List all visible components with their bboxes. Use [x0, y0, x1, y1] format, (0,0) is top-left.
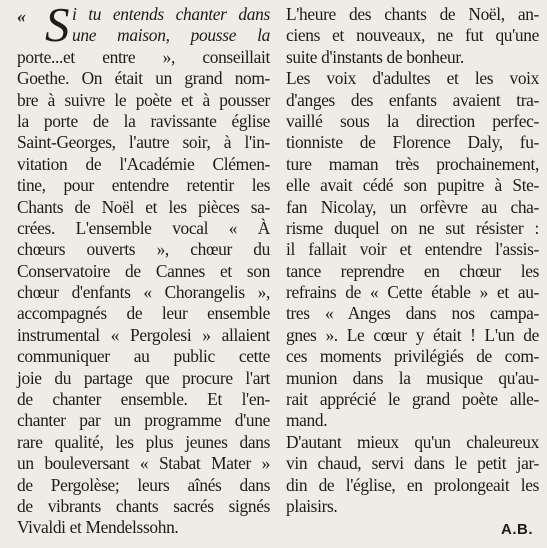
article-lead [17, 0, 270, 52]
text-line: vaillé sous la direction perfec- [286, 110, 539, 131]
text-line: chanter par un programme d'une [17, 410, 270, 431]
lead-line: i tu entends chanter dans [72, 4, 270, 24]
text-line: vin chaud, servi dans le petit jar- [286, 453, 539, 474]
text-line: Saint-Georges, l'autre soir, à l'in- [17, 132, 270, 153]
text-line: la porte de la ravissante église [17, 110, 270, 131]
text-line: chœurs ouverts », chœur du [17, 239, 270, 260]
text-line: il fallait voir et entendre l'assis- [286, 239, 539, 260]
opening-quote-mark: « [17, 6, 26, 26]
text-line: porte...et entre », conseillait [17, 46, 270, 67]
text-line: Vivaldi et Mendelssohn. [17, 517, 179, 538]
text-line: refrains de « Cette étable » et au- [286, 282, 539, 303]
text-line: Chants de Noël et les pièces sa- [17, 196, 270, 217]
text-line: vitation de l'Académie Clémen- [17, 153, 270, 174]
text-line: de Pergolèse; leurs aînés dans [17, 474, 270, 495]
lead-line: une maison, pousse la [72, 25, 270, 46]
text-line: tionniste de Florence Daly, fu- [286, 132, 539, 153]
text-line: risme duquel on ne sut résister : [286, 217, 539, 238]
drop-cap: S [45, 0, 70, 52]
left-column [17, 0, 270, 539]
right-column [286, 4, 539, 517]
text-line: plaisirs. [286, 495, 338, 516]
text-line: fan Nicolay, un orfèvre au cha- [286, 196, 539, 217]
text-line: d'anges des enfants avaient tra- [286, 89, 539, 110]
text-line: joie du partage que procure l'art [17, 367, 270, 388]
text-line: tine, pour entendre retentir les [17, 175, 270, 196]
text-line: D'autant mieux qu'un chaleureux [286, 431, 539, 452]
text-line: rare qualité, les plus jeunes dans [17, 431, 270, 452]
text-line: accompagnés de leur ensemble [17, 303, 270, 324]
text-line: ture maman très prochainement, [286, 153, 539, 174]
text-line: tance reprendre en chœur les [286, 260, 539, 281]
text-line: gnes ». Le cœur y était ! L'un de [286, 324, 539, 345]
text-line: ces moments privilégiés de com- [286, 346, 539, 367]
text-line: chœur d'enfants « Chorangelis », [17, 282, 270, 303]
text-line: un bouleversant « Stabat Mater » [17, 453, 270, 474]
text-line: elle avait cédé son pupitre à Ste- [286, 175, 539, 196]
text-line: tres « Anges dans nos campa- [286, 303, 539, 324]
text-line: L'heure des chants de Noël, an- [286, 4, 539, 24]
text-line: instrumental « Pergolesi » allaient [17, 324, 270, 345]
text-line: ciens et nouveaux, ne fut qu'une [286, 25, 539, 46]
text-line: de chanter ensemble. Et l'en- [17, 389, 270, 410]
text-line: suite d'instants de bonheur. [286, 46, 464, 67]
text-line: Les voix d'adultes et les voix [286, 68, 539, 89]
text-line: de vibrants chants sacrés signés [17, 496, 270, 516]
text-line: Goethe. On était un grand nom- [17, 68, 270, 89]
text-line: crées. L'ensemble vocal « À [17, 217, 270, 238]
text-line: bre à suivre le poète et à pousser [17, 89, 270, 110]
text-line: communiquer au public cette [17, 346, 270, 367]
text-line: din de l'église, en prolongeait les [286, 474, 539, 495]
text-line: Conservatoire de Cannes et son [17, 260, 270, 281]
text-line: munion dans la musique qu'au- [286, 367, 539, 388]
text-line: rait apprécié le grand poète alle- [286, 389, 539, 410]
text-line: mand. [286, 410, 328, 431]
author-signature: A.B. [501, 521, 533, 538]
